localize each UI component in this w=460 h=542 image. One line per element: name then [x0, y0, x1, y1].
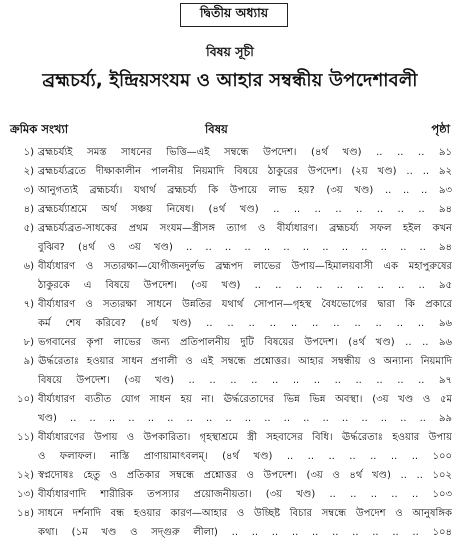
- main-title: ব্রহ্মচর্য্য, ইন্দ্রিয়সংযম ও আহার সম্বন্ধীয় উপদেশাবলী: [42, 70, 418, 91]
- entry-number: ১৪): [17, 508, 34, 519]
- contents-row: [0, 314, 460, 333]
- contents-row: [0, 447, 460, 466]
- entry-text: কর্ম শেষ করিবে? (৪র্থ খণ্ড) .. .. .. .. .. .. .. .. .. .. .. ৯৬: [38, 318, 452, 329]
- contents-row: [0, 257, 460, 276]
- contents-list: [0, 143, 460, 542]
- entry-number: ৩): [23, 185, 34, 196]
- entry-number: ১১): [17, 432, 34, 443]
- entry-text: ব্রহ্মচর্য্যব্রত-সাধকের প্রথম সংযম—স্ত্রীসঙ্গ ত্যাগ ও বীর্য্যধারণ। ব্রহ্মচর্য্য সফল হইল কখন: [38, 223, 452, 234]
- contents-row: [0, 466, 460, 485]
- entry-number: ৬): [23, 261, 34, 272]
- entry-number: ৯): [23, 356, 34, 367]
- entry-number: ১২): [17, 470, 34, 481]
- entry-text: স্বপ্নদোষঃ হেতু ও প্রতিকার সম্বন্ধে প্রশ্নোত্তর ও উপদেশ। (৩য় ও ৪র্থ খণ্ড) .. .. ১০২: [38, 470, 452, 481]
- contents-row: [0, 238, 460, 257]
- contents-row: [0, 352, 460, 371]
- entry-text: বুঝিব? (৪র্থ ও ৩য় খণ্ড) .. .. .. .. .. .. .. .. .. .. .. .. .. ৯৪: [38, 242, 452, 253]
- entry-number: ১০): [17, 394, 34, 405]
- contents-row: [0, 295, 460, 314]
- entry-number: ২): [23, 166, 34, 177]
- contents-row: [0, 143, 460, 162]
- column-header-subject: বিষয়: [205, 122, 228, 136]
- entry-text: খণ্ড) .. .. .. .. .. .. .. .. .. .. .. .. .. .. .. .. .. .. .. ৯৯: [38, 413, 452, 424]
- entry-number: ৮): [23, 337, 34, 348]
- entry-text: ব্রহ্মচর্য্যাশ্রমে অর্থ সঞ্চয় নিষেধ। (৪র্থ খণ্ড) .. .. .. .. .. .. .. .. ৯৪: [38, 204, 452, 215]
- contents-row: [0, 409, 460, 428]
- entry-number: ৫): [23, 223, 34, 234]
- entry-number: ৪): [23, 204, 34, 215]
- entry-text: বীর্য্যধারণ ও সত্যরক্ষা সাধনে উন্নতির যথার্থ সোপান—গৃহস্থ বৈধভোগের দ্বারা কি প্রকারে: [38, 299, 452, 310]
- entry-text: আনুগত্যই ব্রহ্মচর্য্য। যথার্থ ব্রহ্মচর্য্য কি উপায়ে লাভ হয়? (৩য় খণ্ড) .. .. .. ৯৩: [38, 185, 452, 196]
- contents-row: [0, 200, 460, 219]
- contents-row: [0, 162, 460, 181]
- entry-number: ৭): [23, 299, 34, 310]
- contents-row: [0, 485, 460, 504]
- entry-text: বিষয়ে উপদেশ। (৩য় খণ্ড) .. .. .. .. .. .. .. .. .. .. .. .. ৯৭: [38, 375, 452, 386]
- entry-text: বীর্য্যধারণের উপায় ও উপকারিতা। গৃহস্থাশ্রমে স্ত্রী সহবাসের বিধি। ঊর্দ্ধরেতাঃ হওয়ার উপায়: [38, 432, 452, 443]
- entry-text: সাধনে দর্শনাদি বন্ধ হওয়ার কারণ—আহার ও উচ্ছিষ্ট বিচার সম্বন্ধে উপদেশ ও আনুষঙ্গিক: [38, 508, 452, 519]
- contents-row: [0, 219, 460, 238]
- chapter-heading: দ্বিতীয় অধ্যায়: [180, 3, 288, 27]
- entry-text: ব্রহ্মচর্য্যব্রতে দীক্ষাকালীন পালনীয় নিয়মাদি বিষয়ে ঠাকুরের উপদেশ। (২য় খণ্ড) .. .. ৯২: [38, 166, 452, 177]
- entry-text: বীর্য্যধারণ ব্যতীত যোগ সাধন হয় না। ঊর্দ্ধরেতাদের ভিন্ন ভিন্ন অবস্থা। (৩য় খণ্ড ও ৫ম: [38, 394, 452, 405]
- contents-row: [0, 333, 460, 352]
- contents-row: [0, 523, 460, 542]
- entry-text: কথা। (১ম খণ্ড ও সদ্গুরু লীলা) .. .. .. .. .. .. .. .. .. .. ১০৪: [38, 527, 452, 538]
- entry-number: ১): [23, 147, 34, 158]
- contents-row: [0, 276, 460, 295]
- column-header-serial: ক্রমিক সংখ্যা: [10, 122, 69, 136]
- contents-row: [0, 504, 460, 523]
- contents-row: [0, 181, 460, 200]
- column-header-page: পৃষ্ঠা: [431, 122, 450, 136]
- entry-text: ভগবানের কৃপা লাভের জন্য প্রতিপালনীয় দুটি বিষয়ের উপদেশ। (৪র্থ খণ্ড) .. .. ৯৬: [38, 337, 452, 348]
- entry-text: বীর্য্যধারণ ও সত্যরক্ষা—যোগীজনদুর্লভ ব্রহ্মপদ লাভের উপায়—হিমালয়বাসী এক মহাপুরুষের: [38, 261, 452, 272]
- entry-text: বীর্য্যধারণাদি শারীরিক তপস্যার প্রয়োজনীয়তা। (৩য় খণ্ড) .. .. .. .. .. ১০৩: [38, 489, 452, 500]
- entry-text: ও ফলাফল। নাস্তি প্রাণায়ামাৎবলম্। (৪র্থ খণ্ড) .. .. .. .. .. .. .. ১০০: [38, 451, 452, 462]
- entry-text: ঊর্দ্ধরেতাঃ হওয়ার সাধন প্রণালী ও এই সম্বন্ধে প্রশ্নোত্তর। আহার সম্বন্ধীয় ও অন্যান্য নিয়মাদি: [38, 356, 452, 367]
- entry-text: ব্রহ্মচর্য্যই সমস্ত সাধনের ভিত্তি—এই সম্বন্ধে উপদেশ। (৪র্থ খণ্ড) .. .. .. ৯১: [38, 147, 452, 158]
- contents-row: [0, 390, 460, 409]
- section-title: বিষয় সূচী: [206, 44, 254, 59]
- entry-text: ঠাকুরকে এ বিষয়ে উপদেশ। (৩য় খণ্ড) .. .. .. .. .. .. .. .. .. ৯৫: [38, 280, 452, 291]
- entry-number: ১৩): [17, 489, 34, 500]
- contents-row: [0, 428, 460, 447]
- contents-row: [0, 371, 460, 390]
